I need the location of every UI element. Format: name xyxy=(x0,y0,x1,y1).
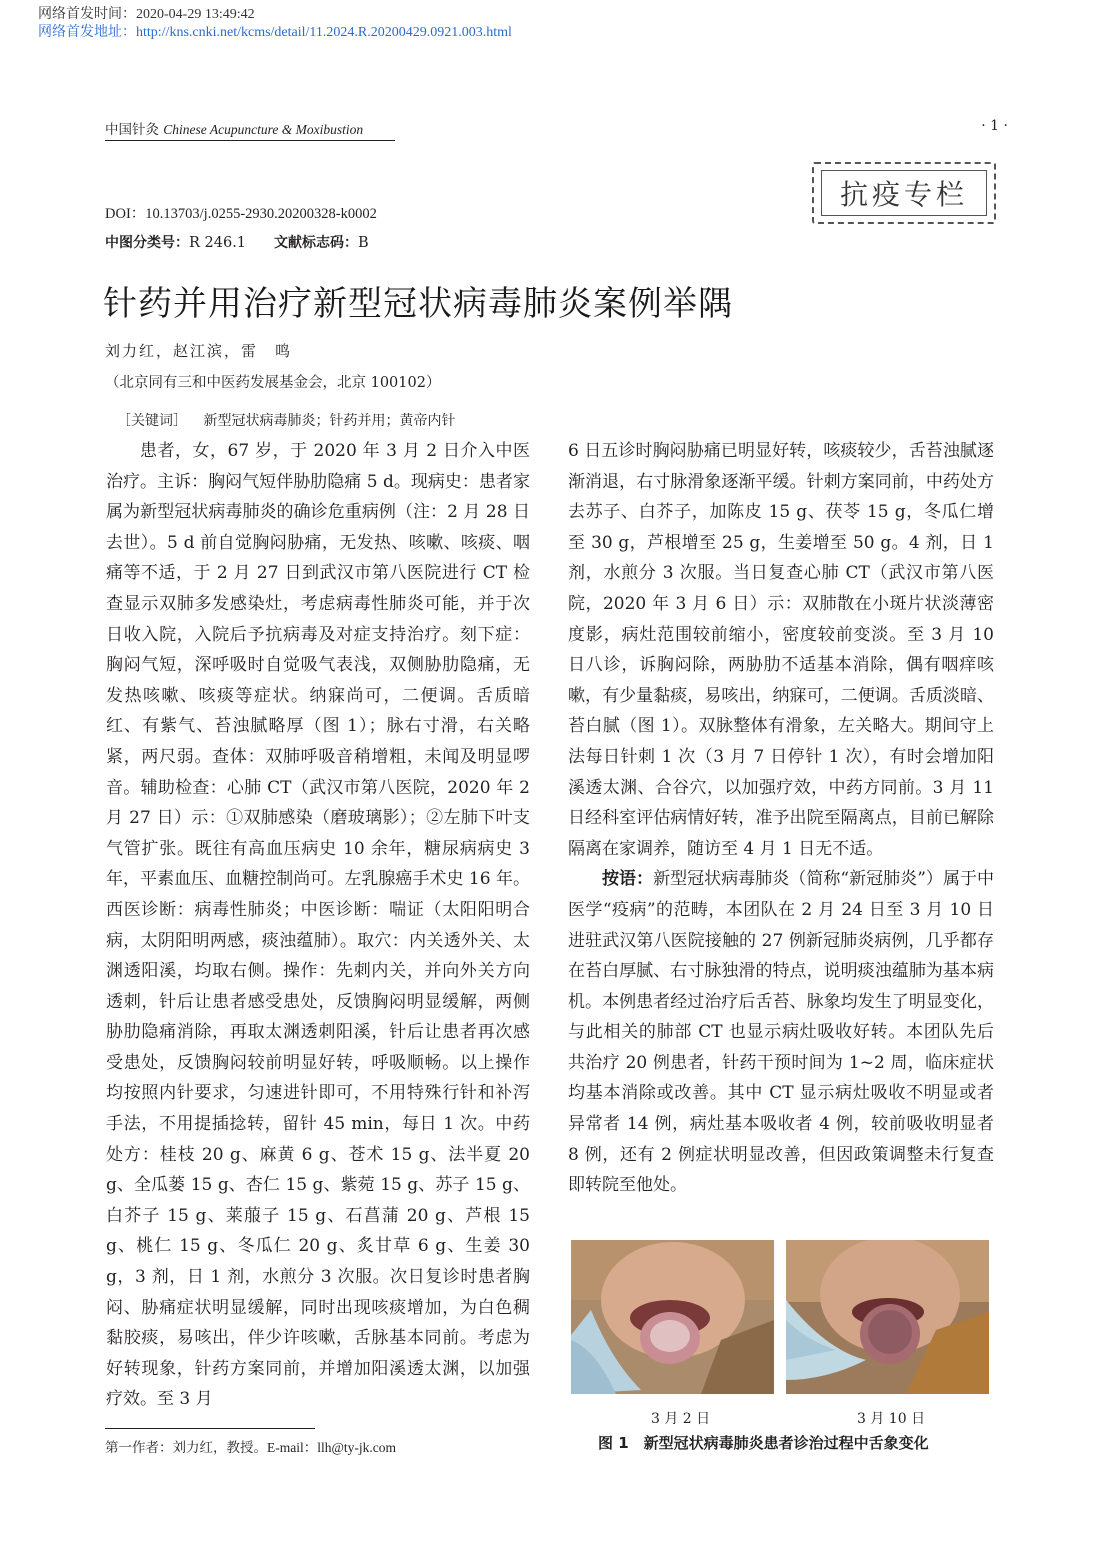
online-publication-info xyxy=(38,6,512,42)
keywords-value: 新型冠状病毒肺炎；针药并用；黄帝内针 xyxy=(203,413,456,429)
tongue-photo-after xyxy=(786,1240,989,1394)
commentary-label: 按语： xyxy=(602,869,654,890)
case-report-continuation: 6 日五诊时胸闷胁痛已明显好转，咳痰较少，舌苔浊腻逐渐消退，右寸脉滑象逐渐平缓。针刺方案同前，中药处方去苏子、白芥子，加陈皮 15 g、茯苓 15 g，冬瓜仁增至 30 g，芦根增至 25 g，生姜增至 50 g。4 剂，日 1 剂，水煎分 3 次服。当日复查心肺 CT（武汉市第八医院，2020 年 3 月 6 日）示：双肺散在小斑片状淡薄密度影，病灶范围较前缩小，密度较前变淡。至 3 月 10 日八诊，诉胸闷除，两胁肋不适基本消除，偶有咽痒咳嗽，有少量黏痰，易咳出，纳寐可，二便调。舌质淡暗、苔白腻（图 1）。双脉整体有滑象，左关略大。期间守上法每日针刺 1 次（3 月 7 日停针 1 次），有时会增加阳溪透太渊、合谷穴，以加强疗效，中药方同前。3 月 11 日经科室评估病情好转，准予出院至隔离点，目前已解除隔离在家调养，随访至 4 月 1 日无不适。 xyxy=(568,441,994,859)
affiliation: （北京同有三和中医药发展基金会，北京 100102） xyxy=(105,375,441,391)
first-published-url[interactable]: 网络首发地址：http://kns.cnki.net/kcms/detail/11.2024.R.20200429.0921.003.html xyxy=(38,25,512,40)
commentary-text: 新型冠状病毒肺炎（简称“新冠肺炎”）属于中医学“疫病”的范畴，本团队在 2 月 24 日至 3 月 10 日进驻武汉第八医院接触的 27 例新冠肺炎病例，几乎都存在苔白厚腻、右寸脉独滑的特点，说明痰浊蕴肺为基本病机。本例患者经过治疗后舌苔、脉象均发生了明显变化，与此相关的肺部 CT 也显示病灶吸收好转。本团队先后共治疗 20 例患者，针药干预时间为 1~2 周，临床症状均基本消除或改善。其中 CT 显示病灶吸收不明显或者异常者 14 例，病灶基本吸收者 4 例，较前吸收明显者 8 例，还有 2 例症状明显改善，但因政策调整未行复查即转院至他处。 xyxy=(568,869,995,1196)
commentary-paragraph xyxy=(568,864,994,1201)
article-title: 针药并用治疗新型冠状病毒肺炎案例举隅 xyxy=(103,284,733,324)
column-stamp-label: 抗疫专栏 xyxy=(821,170,987,216)
column-stamp xyxy=(812,162,996,224)
first-published-time: 网络首发时间：2020-04-29 13:49:42 xyxy=(38,7,255,22)
footnote-author: 第一作者：刘力红，教授。 xyxy=(105,1440,267,1456)
journal-name-cn: 中国针灸 xyxy=(105,122,159,138)
classification-line xyxy=(105,232,369,252)
body-column-left xyxy=(106,436,530,1415)
case-report-paragraph: 患者，女，67 岁，于 2020 年 3 月 2 日介入中医治疗。主诉：胸闷气短伴胁肋隐痛 5 d。现病史：患者家属为新型冠状病毒肺炎的确诊危重病例（注：2 月 28 日去世）。5 d 前自觉胸闷胁痛，无发热、咳嗽、咳痰、咽痛等不适，于 2 月 27 日到武汉市第八医院进行 CT 检查显示双肺多发感染灶，考虑病毒性肺炎可能，并于次日收入院，入院后予抗病毒及对症支持治疗。刻下症：胸闷气短，深呼吸时自觉吸气表浅，双侧胁肋隐痛，无发热咳嗽、咳痰等症状。纳寐尚可，二便调。舌质暗红、有紫气、苔浊腻略厚（图 1）；脉右寸滑，右关略紧，两尺弱。查体：双肺呼吸音稍增粗，未闻及明显啰音。辅助检查：心肺 CT（武汉市第八医院，2020 年 2 月 27 日）示：①双肺感染（磨玻璃影）；②左肺下叶支气管扩张。既往有高血压病史 10 余年，糖尿病病史 3 年，平素血压、血糖控制尚可。左乳腺癌手术史 16 年。西医诊断：病毒性肺炎；中医诊断：喘证（太阳阳明合病，太阴阳明两感，痰浊蕴肺）。取穴：内关透外关、太渊透阳溪，均取右侧。操作：先刺内关，并向外关方向透刺，针后让患者感受患处，反馈胸闷明显缓解，两侧胁肋隐痛消除，再取太渊透刺阳溪，针后让患者再次感受患处，反馈胸闷较前明显好转，呼吸顺畅。以上操作均按照内针要求，匀速进针即可，不用特殊行针和补泻手法，不用提插捻转，留针 45 min，每日 1 次。中药处方：桂枝 20 g、麻黄 6 g、苍术 15 g、法半夏 20 g、全瓜蒌 15 g、杏仁 15 g、紫菀 15 g、苏子 15 g、白芥子 15 g、莱菔子 15 g、石菖蒲 20 g、芦根 15 g、桃仁 15 g、冬瓜仁 20 g、炙甘草 6 g、生姜 30 g，3 剂，日 1 剂，水煎分 3 次服。次日复诊时患者胸闷、胁痛症状明显缓解，同时出现咳痰增加，为白色稠黏胶痰，易咳出，伴少许咳嗽，舌脉基本同前。考虑为好转现象，针药方案同前，并增加阳溪透太渊，以加强疗效。至 3 月 xyxy=(106,441,530,1410)
author-footnote xyxy=(105,1436,396,1456)
footnote-email[interactable]: E-mail：llh@ty-jk.com xyxy=(267,1440,397,1455)
tongue-figure xyxy=(571,1240,994,1394)
doi: DOI：10.13703/j.0255-2930.20200328-k0002 xyxy=(105,206,377,222)
footnote-rule xyxy=(105,1428,315,1429)
journal-name-en: Chinese Acupuncture & Moxibustion xyxy=(163,122,364,137)
page-number: · 1 · xyxy=(981,118,1008,134)
doc-code-value: B xyxy=(358,235,369,251)
figure-date-after: 3 月 10 日 xyxy=(857,1411,926,1427)
keywords xyxy=(117,410,455,430)
doc-code-label: 文献标志码： xyxy=(274,235,359,251)
authors: 刘力红，赵江滨，雷 鸣 xyxy=(105,342,293,360)
keywords-label: ［关键词］ xyxy=(117,413,187,429)
journal-running-head xyxy=(105,118,395,141)
clc-value: R 246.1 xyxy=(189,235,247,251)
figure-date-before: 3 月 2 日 xyxy=(651,1411,711,1427)
tongue-photo-before xyxy=(571,1240,774,1394)
body-column-right xyxy=(568,436,994,1201)
figure-caption: 图 1 新型冠状病毒肺炎患者诊治过程中舌象变化 xyxy=(598,1434,929,1452)
clc-label: 中图分类号： xyxy=(105,235,189,251)
